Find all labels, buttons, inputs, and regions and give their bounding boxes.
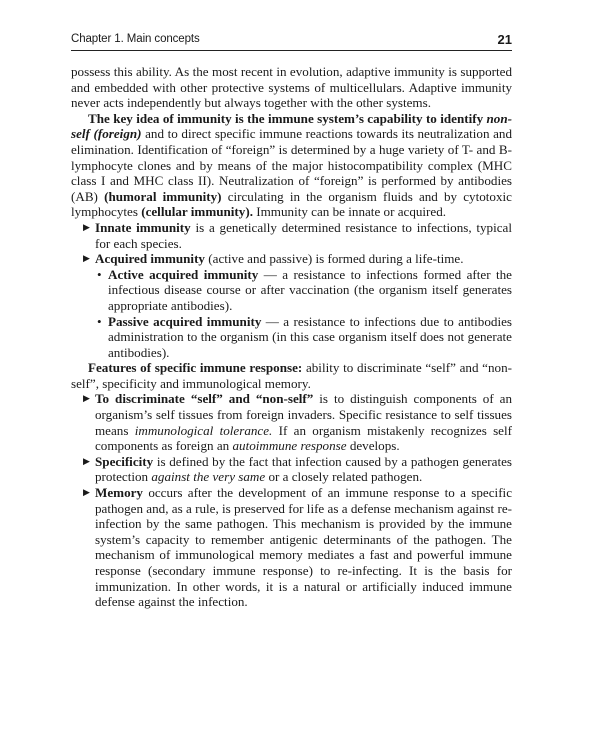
paragraph-key-idea: The key idea of immunity is the immune system’s capability to identify non-self (foreign) and to direct specific immune reactions towards its neutralization and elimination. Identification of “foreign” is determined by a huge variety of T- and B-lymphocyte clones and by means of the major histocompatibility complex (MHC class I and MHC class II). Neutralization of “foreign” is performed by antibodies (AB) (humoral immunity) circulating in the organism fluids and by cytotoxic lymphocytes (cellular immunity). Immunity can be innate or acquired. xyxy=(71,110,512,220)
running-header xyxy=(71,30,512,51)
triangle-bullet-icon: ▶ xyxy=(83,487,90,498)
list-item-passive: • Passive acquired immunity — a resistance to infections due to antibodies administration to the organism (in this case organism itself does not generate antibodies). xyxy=(97,313,512,360)
list-item-specificity: ▶ Specificity is defined by the fact that infection caused by a pathogen generates protection against the very same or a closely related pathogen. xyxy=(83,453,512,485)
chapter-title: Chapter 1. Main concepts xyxy=(71,33,200,45)
list-item-active: • Active acquired immunity — a resistance to infections formed after the infectious disease course or after vaccination (the organism itself generates appropriate antibodies). xyxy=(97,266,512,313)
triangle-bullet-icon: ▶ xyxy=(83,221,90,232)
triangle-bullet-icon: ▶ xyxy=(83,393,90,404)
paragraph-features: Features of specific immune response: ability to discriminate “self” and “non-self”, specificity and immunological memory. xyxy=(71,360,512,391)
list-item-acquired: ▶ Acquired immunity (active and passive) is formed during a life-time. xyxy=(83,251,464,267)
dot-bullet-icon: • xyxy=(97,313,102,329)
dot-bullet-icon: • xyxy=(97,266,102,282)
paragraph-adaptive-immunity: possess this ability. As the most recent in evolution, adaptive immunity is supported and embedded with other protective systems of multicellulars. Adaptive immunity never acts independently but always together with the other systems. xyxy=(71,64,512,111)
page-number: 21 xyxy=(497,32,512,47)
page-body xyxy=(71,64,512,610)
list-item-memory: ▶ Memory occurs after the development of an immune response to a specific pathogen and, as a rule, is preserved for life as a defense mechanism against re-infection by the same pathogen. This mechanism is provided by the immune system’s capacity to remember antigenic determinants of the pathogen. The mechanism of immunological memory mediates a fast and powerful immune response (secondary immune response) to re-infecting. It is the basis for immunization. In other words, it is a natural or artificially induced immune defense against the infection. xyxy=(83,485,512,610)
triangle-bullet-icon: ▶ xyxy=(83,455,90,466)
triangle-bullet-icon: ▶ xyxy=(83,253,90,264)
list-item-discriminate: ▶ To discriminate “self” and “non-self” is to distinguish components of an organism’s self tissues from foreign invaders. Specific resistance to self tissues means immunological tolerance. If an organism mistakenly recognizes self components as foreign an autoimmune response develops. xyxy=(83,391,512,454)
list-item-innate: ▶ Innate immunity is a genetically determined resistance to infections, typical for each species. xyxy=(83,219,512,251)
